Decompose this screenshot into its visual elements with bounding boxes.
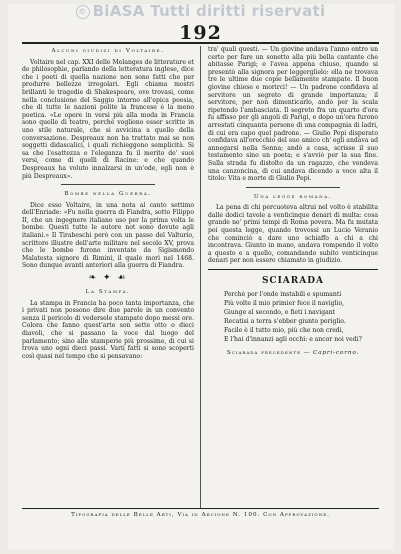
watermark-text: BiASA Tutti diritti riservati: [92, 2, 326, 20]
article-paragraph: tra' quali questi. — Un giovine andava l'anno entro un certo per fare un sonetto alla più bella cantante che abitasse Parigi; e l'avea appena chiuso, quando si presentò alla signora per leggerglielo: ella ne trovava tre le ultime due copie bellamente stampate. Il buon giovine chiese e morirci! — Un padrone confidava al servitore un segreto di grande importanza; il servitore, per non dimenticarlo, andò per la scala ripetendo l'ambasciata. Il segreto fra un quarto d'ora fu affisso per gli angoli di Parigi, e dopo un'ora furono arrestati cinquanta persone di una compagnia di ladri, di cui era capo quel padrone. — Giulio Pepi disperato confidava all'orecchio del suo amico ch' egli andava ad annegarsi nella Senna; andò a casa, scrisse il suo testamento sino un poeta; e s'avviò per la sua fine. Sulla strada fu distolto da un ragazzo, che vendeva una canzoncina, di cui andava dicendo a voce alta il titolo: Vita e morte di Giulio Pepi.: [208, 46, 378, 183]
sciarada-title: SCIARADA: [261, 276, 325, 287]
sciarada-verse: Perchè per l'onde instabili e spumanti: [224, 290, 342, 298]
ornament-divider: ❧ ✦ ☙: [88, 273, 128, 284]
copyright-icon: ©: [76, 5, 90, 19]
article-paragraph: La stampa in Francia ha poco tanta importanza, che i privati non possono dire due parole in un convento senza il pericolo di vedersele stampate dopo messi ore. Colora che fanno quest'arte son sette otto o dieci diavoli, che si passano la voce dal luogo del parlamento; sino alle stamperie più prossime, di cui si trova uno ogni dieci passi. Varii fatti si sono scoperti così quasi nel tempo che si pensavano:: [22, 299, 194, 360]
sciarada-verse: Facile è il tutto mio, più che non credi,: [224, 327, 344, 334]
section-separator: [246, 187, 340, 188]
sciarada-verse: Più volte il mio primier fece il naviglio,: [224, 299, 345, 307]
footer-rule: [22, 508, 379, 509]
section-rule: [208, 269, 378, 270]
left-column: [22, 46, 194, 361]
sciarada-verse: Recatisi a terra s'ebber giunto periglio.: [224, 317, 346, 325]
printer-imprint: Tipografia delle Belle Arti, Via in Arcione N. 100. Con Approvazione.: [71, 512, 330, 518]
previous-sciarada: Sciarada precedente — Capri-corno.: [226, 350, 360, 357]
previous-sciarada-answer: Capri-corno.: [312, 350, 360, 357]
previous-sciarada-label: Sciarada precedente: [226, 350, 301, 357]
article-heading: Alcuni giudizi di Voltaire.: [51, 48, 165, 54]
column-divider: [200, 46, 201, 508]
article-paragraph: Voltaire nel cap. XXI delle Melanges de litterature et de philosophie, parlando della letteratura inglese, dice che i poeti di quella nazione non sono fatti che per produrre bellezze irregolari. Egli chiama mostri brillanti le tragedie di Shakespeare, ove trovasi, come nella conclusione del Saggio intorno all'epica poesia, che di tutte le nazioni polite la francese è la meno poetica. «Le opere in versi più alla moda in Francia sono quelle di teatro, perchè vogliono esser scritte in uno stile naturale, che si avvicina a quello della conversazione. Despreaux non ha trattato mai se non soggetti didascalici, i quali richieggono semplicità. Si sa che l'esattezza e l'eleganza fu il merito de' suoi versi, come di quelli di Racine: e che quando Despreaux ha voluto innalzarsi in un'ode, egli non è più Despreaux».: [22, 58, 194, 180]
article-heading: La Stampa.: [85, 289, 131, 296]
article-heading: Una legge romana.: [253, 193, 333, 200]
article-heading: Bombe nella Guerra.: [64, 191, 152, 198]
sciarada-verse: E l'hai d'innanzi agli occhi: e ancor noi vedi?: [224, 336, 362, 344]
sciarada-verse: Giunge al secondo, e fieti i navigant: [224, 308, 336, 316]
article-paragraph: Dice esso Voltaire, in una nota al canto settimo dell'Enriade: «Fu nella guerra di Fiandra, sotto Filippo II, che un ingegnere italiano uso per la prima volta le bombe. Questi tutte le autore not sono dovute agli italiani.» Il Tirabeschi però con un passo del Valturio, scrittore illustre dell'arte militare nel secolo XV, prova che le bombe furono inventate da Sigismondo Malatesta signore di Rimini, il quale morì nel 1468. Sono dunque avanti anteriori alla guerra di Fiandra.: [22, 201, 194, 270]
page-number: 192: [179, 22, 222, 44]
article-paragraph: La pena di chi percuoteva altrui nel volto è stabilita dalle dodici tavole a venticinque denari di multa: cosa grande ne' primi tempi di Roma povera. Ma fu mutata poi questa legge, quando trovossi un Lucio Veranio che cominciò a dare uno schiaffo a chi a chi incontrava. Giunto in mano, andava rompendo il volto a questo e a quello, comandando subito venticinque denari per non essere chiamato in giudizio.: [208, 204, 378, 265]
section-separator: [61, 184, 156, 185]
right-column: [208, 46, 378, 358]
